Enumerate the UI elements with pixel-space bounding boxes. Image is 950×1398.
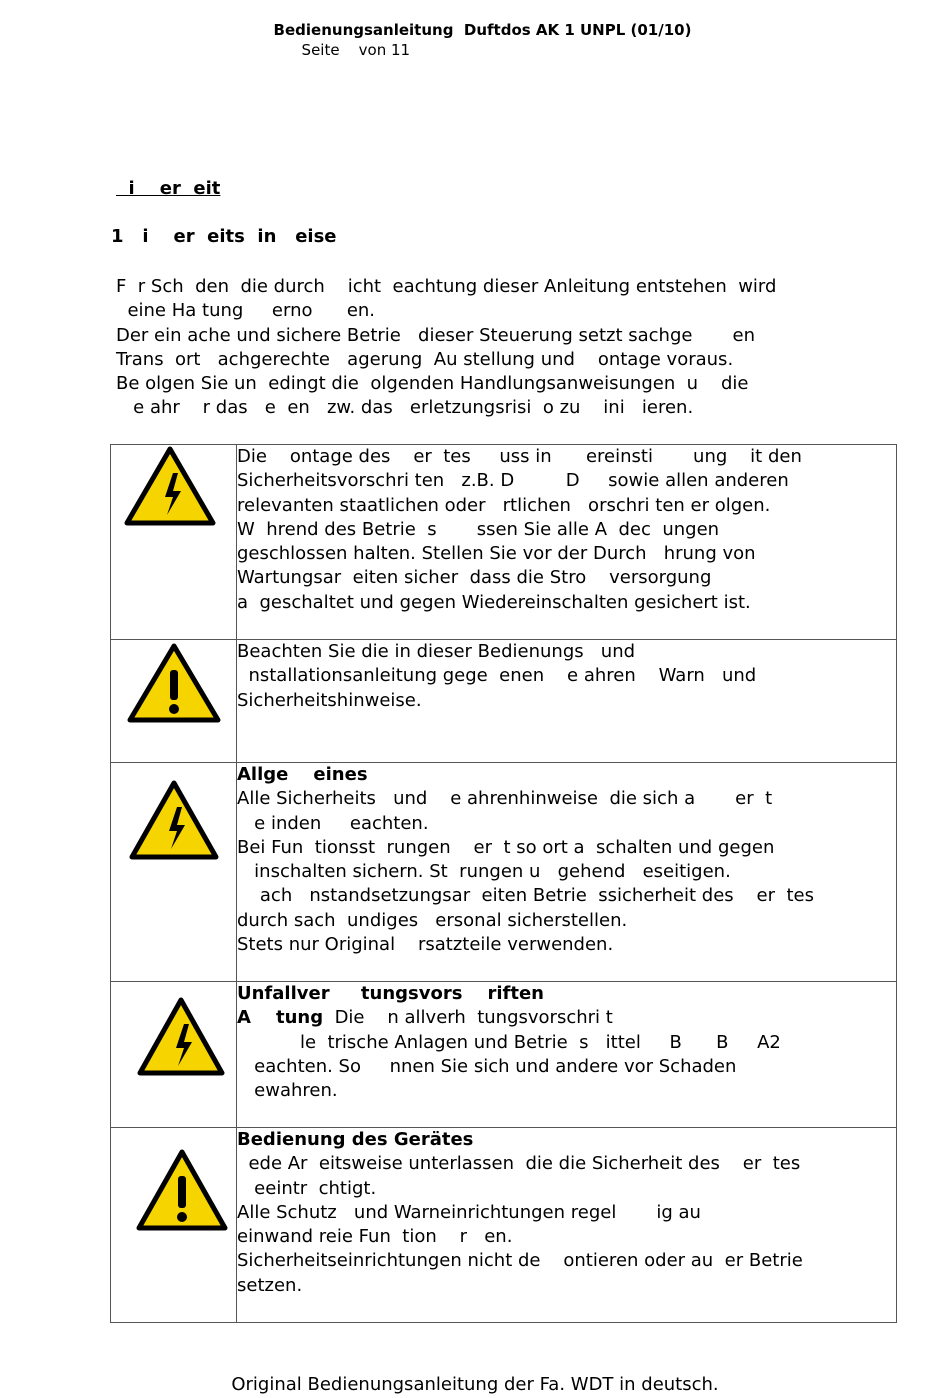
row-text: Beachten Sie die in dieser Bedienungs und (237, 641, 636, 662)
safety-row (111, 1128, 897, 1323)
row-text: Die ontage des er tes uss in ereinsti ung it den (237, 446, 802, 467)
row-text: relevanten staatlichen oder rtlichen orschri ten er olgen. (237, 494, 771, 516)
row-heading: Bedienung des Gerätes (237, 1129, 474, 1150)
electric-hazard-icon (111, 763, 236, 868)
row-heading: Unfallver tungsvors riften (237, 983, 544, 1004)
subsection-title: 1 i er eits in eise (111, 226, 337, 247)
row-text: nstallationsanleitung gege enen e ahren Warn und (237, 665, 757, 687)
row-text: a geschaltet und gegen Wiedereinschalten gesichert ist. (237, 591, 751, 613)
intro-line: Der ein ache und sichere Betrie dieser Steuerung setzt sachge en (116, 324, 755, 346)
row-text: Alle Schutz und Warneinrichtungen regel ig au (237, 1201, 701, 1223)
row-text: inschalten sichern. St rungen u gehend eseitigen. (237, 861, 731, 883)
safety-table (110, 444, 897, 1323)
row-bold-label: A tung (237, 1007, 324, 1029)
row-text: Sicherheitseinrichtungen nicht de ontieren oder au er Betrie (237, 1250, 803, 1272)
electric-hazard-icon (111, 982, 236, 1082)
row-text-span: ewahren. (237, 1080, 338, 1102)
row-text: Bei Fun tionsst rungen er t so ort a schalten und gegen (237, 836, 775, 858)
row-text: einwand reie Fun tion r en. (237, 1226, 513, 1248)
row-text: Sicherheitsvorschri ten z.B. D D sowie allen anderen (237, 470, 789, 492)
safety-row (111, 445, 897, 640)
document-title: Bedienungsanleitung Duftdos AK 1 UNPL (01/10) (273, 21, 692, 39)
safety-row (111, 640, 897, 763)
intro-paragraph (116, 275, 776, 421)
row-text: durch sach undiges ersonal sicherstellen. (237, 909, 628, 931)
intro-line: eine Ha tung erno en. (116, 300, 376, 322)
section-title: i er eit (116, 178, 221, 199)
row-text: e inden eachten. (237, 812, 429, 834)
page-header (264, 0, 691, 60)
safety-row (111, 982, 897, 1128)
row-text: geschlossen halten. Stellen Sie vor der Durch hrung von (237, 543, 756, 565)
row-text: ach nstandsetzungsar eiten Betrie ssicherheit des er tes (237, 885, 814, 907)
general-warning-icon (111, 640, 236, 730)
row-text-span: eachten. So nnen Sie sich und andere vor Schaden (237, 1055, 737, 1077)
row-text (237, 1031, 896, 1055)
row-text-span: le trische Anlagen und Betrie s ittel B B A2 (237, 1031, 781, 1053)
row-text: eeintr chtigt. (237, 1177, 377, 1199)
row-text-span: Die n allverh tungsvorschri t (323, 1007, 613, 1029)
general-warning-icon (111, 1128, 236, 1238)
intro-line: F r Sch den die durch icht eachtung dieser Anleitung entstehen wird (116, 276, 777, 297)
row-text (237, 1055, 896, 1079)
electric-hazard-icon (111, 445, 236, 535)
intro-line: Be olgen Sie un edingt die olgenden Handlungsanweisungen u die (116, 373, 749, 395)
row-text: setzen. (237, 1274, 303, 1296)
intro-line: e ahr r das e en zw. das erletzungsrisi o zu ini ieren. (116, 397, 694, 419)
row-text (237, 1079, 896, 1103)
page-footer: Original Bedienungsanleitung der Fa. WDT in deutsch. (231, 1374, 719, 1395)
row-heading: Allge eines (237, 764, 368, 785)
intro-line: Trans ort achgerechte agerung Au stellung und ontage voraus. (116, 348, 734, 370)
page-number: Seite von 11 (301, 41, 411, 59)
row-text: Stets nur Original rsatzteile verwenden. (237, 934, 614, 956)
row-text: ede Ar eitsweise unterlassen die die Sicherheit des er tes (237, 1153, 801, 1175)
row-text: Alle Sicherheits und e ahrenhinweise die sich a er t (237, 788, 773, 810)
row-text: Sicherheitshinweise. (237, 689, 422, 711)
row-text (237, 1006, 896, 1030)
safety-row (111, 763, 897, 982)
row-text: W hrend des Betrie s ssen Sie alle A dec ungen (237, 518, 720, 540)
row-text: Wartungsar eiten sicher dass die Stro versorgung (237, 567, 712, 589)
